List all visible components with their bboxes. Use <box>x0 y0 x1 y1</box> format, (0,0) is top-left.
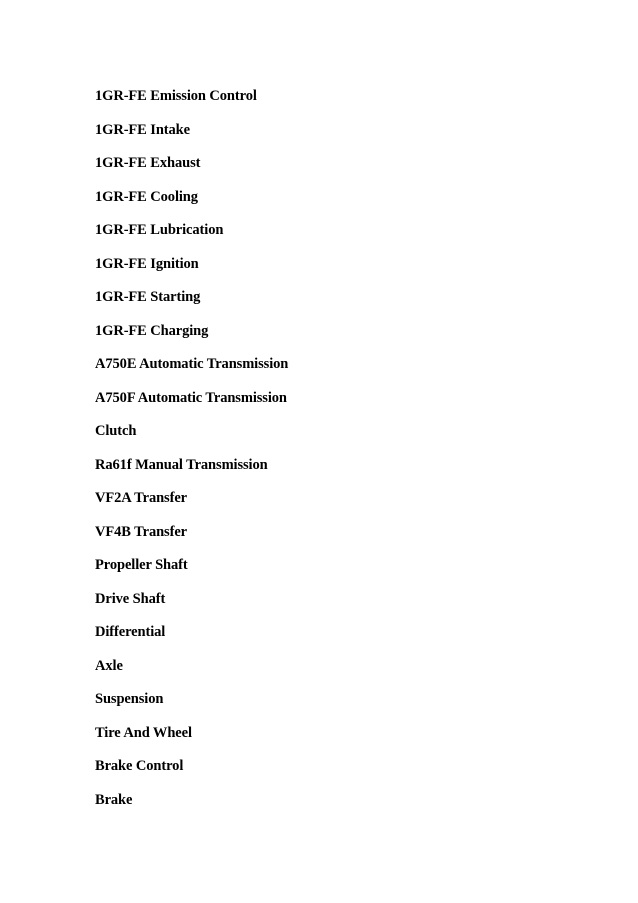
section-item: 1GR-FE Intake <box>95 121 190 138</box>
section-item: 1GR-FE Charging <box>95 322 209 339</box>
section-item: 1GR-FE Emission Control <box>95 88 257 104</box>
section-item: VF4B Transfer <box>95 523 188 540</box>
section-item: Brake Control <box>95 758 184 774</box>
section-item: VF2A Transfer <box>95 490 188 506</box>
section-item: Brake <box>95 791 133 808</box>
section-item: Clutch <box>95 423 137 439</box>
section-item: Axle <box>95 657 123 674</box>
section-item: 1GR-FE Ignition <box>95 255 199 272</box>
section-item: 1GR-FE Cooling <box>95 188 198 205</box>
section-item: 1GR-FE Starting <box>95 289 201 305</box>
section-item: A750F Automatic Transmission <box>95 389 287 406</box>
section-item: Propeller Shaft <box>95 557 188 573</box>
section-item: 1GR-FE Exhaust <box>95 155 201 171</box>
section-item: Suspension <box>95 691 164 707</box>
section-item: Ra61f Manual Transmission <box>95 456 268 473</box>
section-item: Drive Shaft <box>95 590 166 607</box>
section-item: Differential <box>95 624 166 640</box>
section-item: 1GR-FE Lubrication <box>95 222 224 238</box>
section-list <box>95 86 288 823</box>
section-item: Tire And Wheel <box>95 724 192 741</box>
section-item: A750E Automatic Transmission <box>95 356 289 372</box>
